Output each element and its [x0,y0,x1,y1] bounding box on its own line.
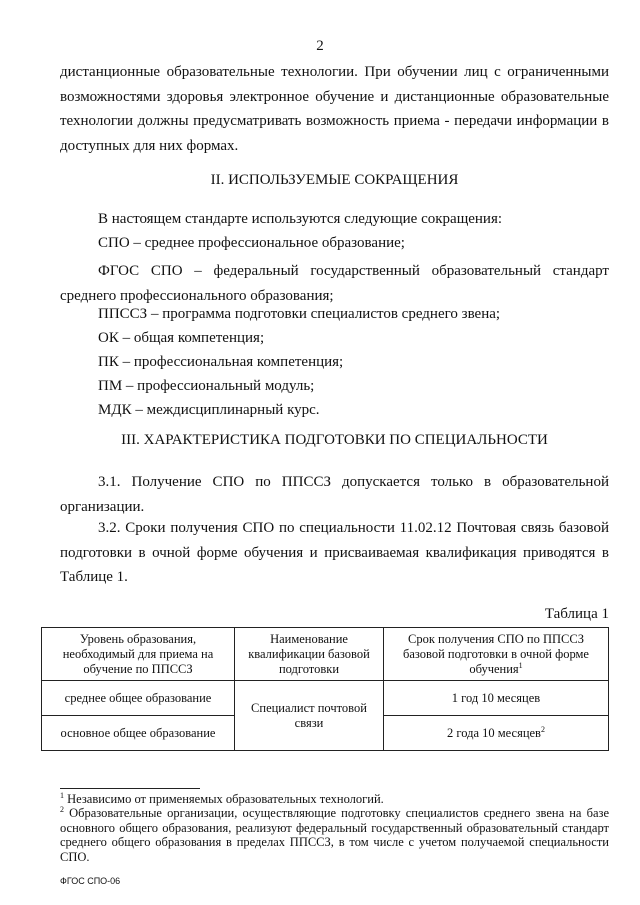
table-cell: 2 года 10 месяцев$^2$ [384,716,609,751]
qualification-table [41,627,609,751]
header-cell: Срок получения СПО по ППССЗ базовой подготовки в очной форме обучения$^1$ [384,628,609,681]
table-cell: 1 год 10 месяцев [384,681,609,716]
abbreviation-item: МДК – междисциплинарный курс. [98,402,320,418]
paragraph-3-1: 3.1. Получение СПО по ППССЗ допускается только в образовательной организации. [60,474,609,515]
footnote-ref: 1 [518,660,523,670]
footnote-separator [60,788,200,789]
table-cell-qualification: Специалист почтовой связи [235,681,384,751]
section-2-lead: В настоящем стандарте используются следующие сокращения: [98,211,503,227]
abbreviation-item: ПК – профессиональная компетенция; [98,354,344,370]
table-caption: Таблица 1 [544,606,609,622]
footnote: $^1$ Независимо от применяемых образовательных технологий. [60,790,384,806]
paragraph-3-2: 3.2. Сроки получения СПО по специальности 11.02.12 Почтовая связь базовой подготовки в очной форме обучения и присваиваемая квалификация приводятся в Таблице 1. [60,520,609,585]
section-3-heading: III. ХАРАКТЕРИСТИКА ПОДГОТОВКИ ПО СПЕЦИАЛЬНОСТИ [121,432,548,448]
table-header-row [42,628,609,681]
footnote: $^2$ Образовательные организации, осуществляющие подготовку специалистов среднего звена на базе основного общего образования, реализуют федеральный государственный образовательный стандарт среднего общего образования в пределах ППССЗ, в том числе с учетом получаемой специальности СПО. [60,804,609,864]
abbreviation-item: СПО – среднее профессиональное образование; [98,235,405,251]
table-cell: основное общее образование [42,716,235,751]
page-number: 2 [316,38,324,54]
abbreviation-item: ФГОС СПО – федеральный государственный образовательный стандарт среднего профессионального образования; [60,263,609,304]
abbreviation-item: ОК – общая компетенция; [98,330,265,346]
document-footer: ФГОС СПО-06 [60,876,121,886]
table-cell: среднее общее образование [42,681,235,716]
intro-paragraph: дистанционные образовательные технологии. При обучении лиц с ограниченными возможностями здоровья электронное обучение и дистанционные образовательные технологии должны предусматривать возможность приема - передачи информации в доступных для них формах. [60,64,609,154]
header-cell: Наименование квалификации базовой подготовки [235,628,384,681]
abbreviation-item: ППССЗ – программа подготовки специалистов среднего звена; [98,306,501,322]
table-row [42,681,609,716]
abbreviation-item: ПМ – профессиональный модуль; [98,378,315,394]
footnote-ref: 2 [540,724,545,734]
section-2-heading: II. ИСПОЛЬЗУЕМЫЕ СОКРАЩЕНИЯ [210,172,459,188]
header-cell: Уровень образования, необходимый для приема на обучение по ППССЗ [42,628,235,681]
